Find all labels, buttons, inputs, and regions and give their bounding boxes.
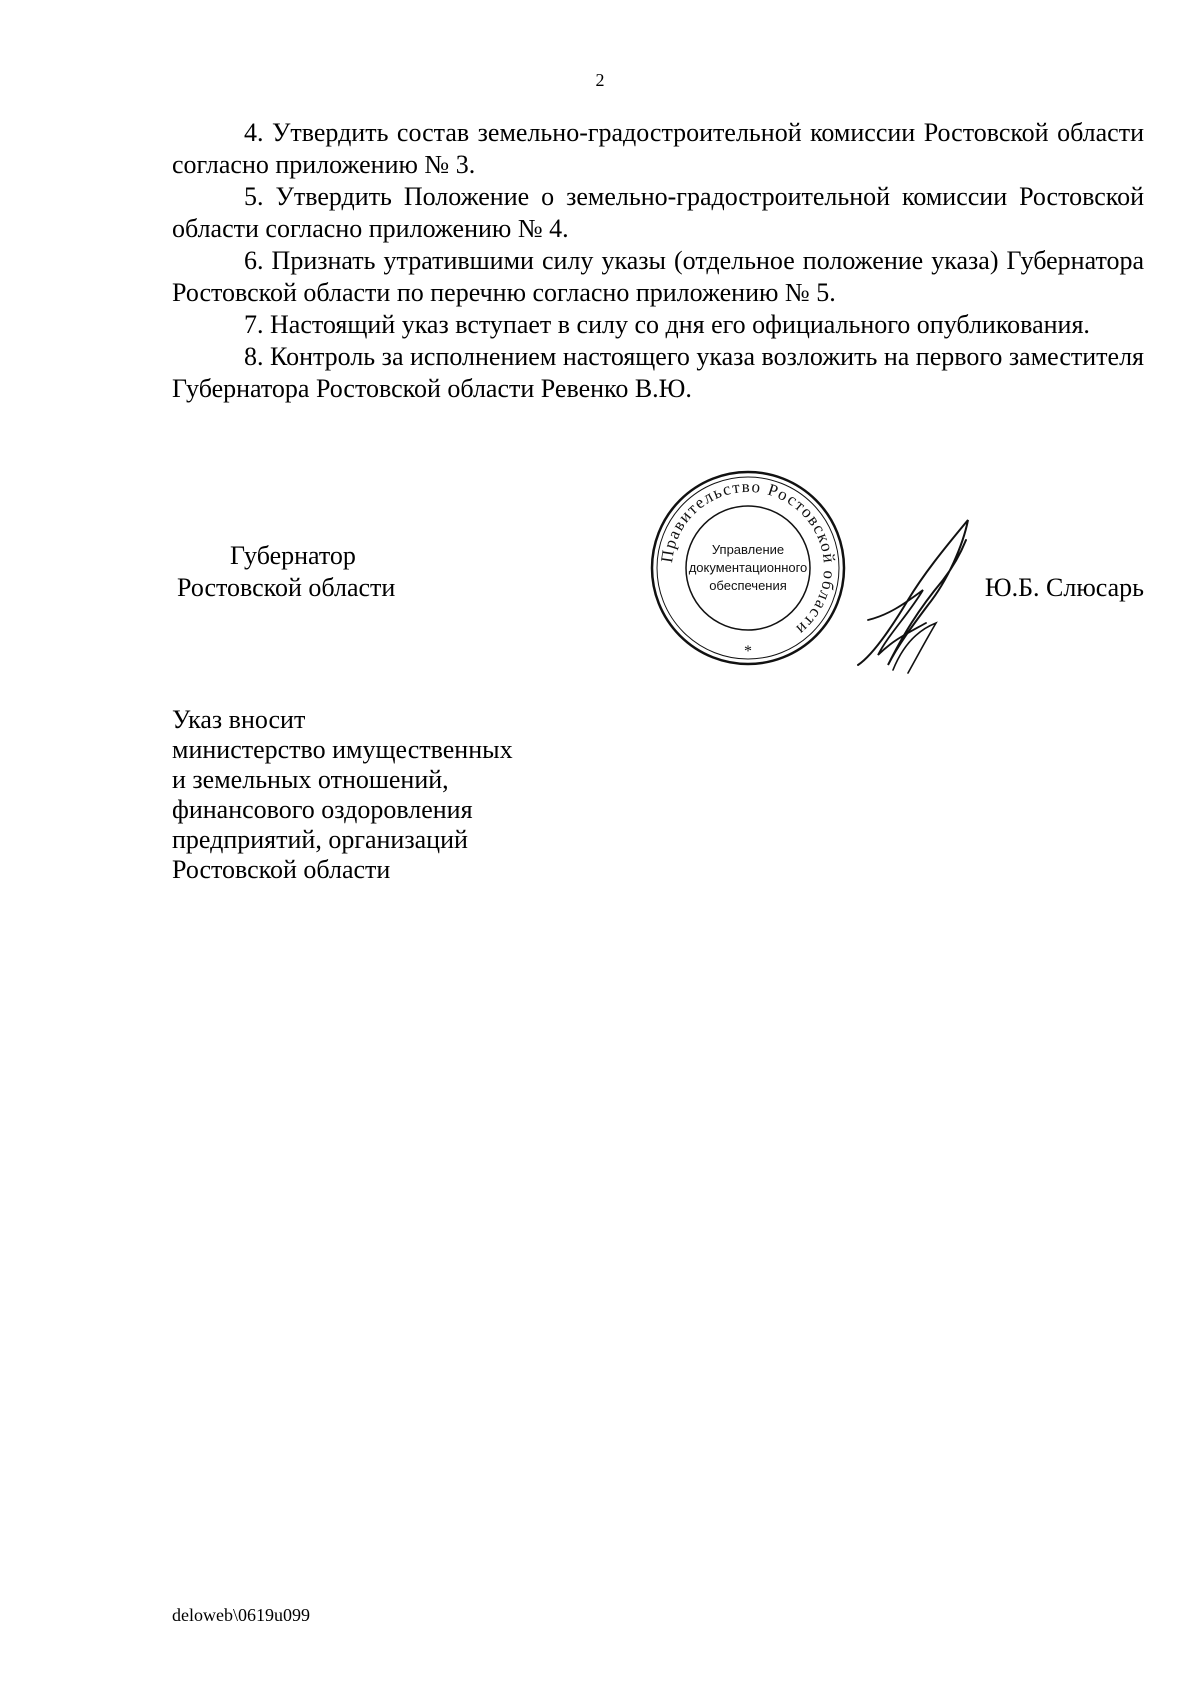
submitted-by-line: предприятий, организаций [172,825,468,854]
paragraph-8: 8. Контроль за исполнением настоящего указа возложить на первого заместителя Губернатора Ростовской области Ревенко В.Ю. [172,342,1144,403]
official-seal [648,468,848,668]
submitted-by-block [172,705,513,885]
footer-document-code: deloweb\0619u099 [172,1605,310,1625]
submitted-by-line: Ростовской области [172,855,391,884]
paragraph-5: 5. Утвердить Положение о земельно-градостроительной комиссии Ростовской области согласно приложению № 4. [172,182,1144,243]
submitted-by-line: финансового оздоровления [172,795,473,824]
signer-title-line2: Ростовской области [177,573,396,602]
seal-inner-line3: обеспечения [709,578,787,593]
paragraph-4: 4. Утвердить состав земельно-градостроительной комиссии Ростовской области согласно приложению № 3. [172,118,1144,179]
paragraph-7: 7. Настоящий указ вступает в силу со дня его официального опубликования. [244,310,1090,339]
seal-inner-line2: документационного [688,560,808,575]
signer-title-line1: Губернатор [230,541,356,570]
page-number: 2 [595,70,605,90]
submitted-by-line: Указ вносит [172,705,306,734]
submitted-by-line: министерство имущественных [172,735,513,764]
seal-inner-line1: Управление [711,542,785,557]
handwritten-signature [848,505,983,680]
signer-name: Ю.Б. Слюсарь [984,573,1144,602]
seal-outer-text: Правительство Ростовской области [657,476,840,640]
paragraph-6: 6. Признать утратившими силу указы (отдельное положение указа) Губернатора Ростовской области по перечню согласно приложению № 5. [172,246,1144,307]
signer-title [172,540,395,604]
decree-body [172,117,1144,405]
submitted-by-line: и земельных отношений, [172,765,449,794]
svg-text:Правительство Ростовской облас [657,477,839,640]
seal-star-icon: * [744,643,752,660]
